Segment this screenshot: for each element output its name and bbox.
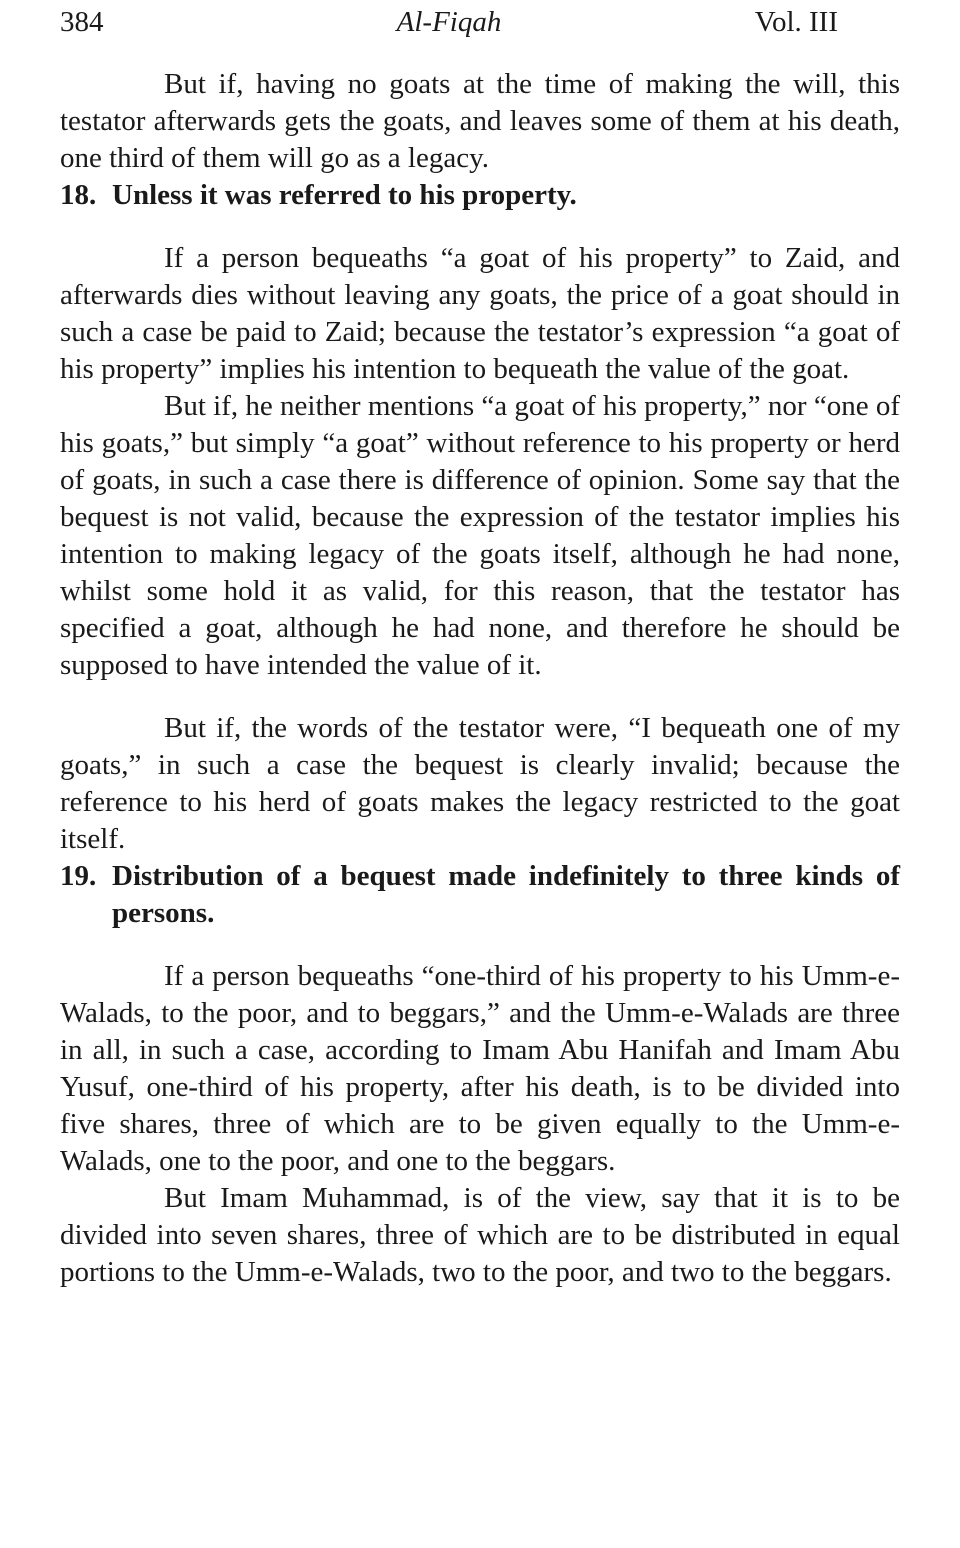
paragraph: But if, he neither mentions “a goat of his property,” nor “one of his goats,” but simply “a goat” without reference to his property or herd of goats, in such a case there is difference of opinion. Some say that the bequest is not valid, because the expression of the testator implies his intention to making legacy of the goats itself, although he had none, whilst some hold it as valid, for this reason, that the testator has specified a goat, although he had none, and therefore he should be supposed to have intended the value of it. — [60, 390, 900, 681]
section-title: Distribution of a bequest made indefinitely to three kinds of persons. — [112, 860, 900, 929]
section-number: 19. — [60, 860, 97, 892]
section-number: 18. — [60, 179, 97, 211]
paragraph: If a person bequeaths “one-third of his property to his Umm-e-Walads, to the poor, and to beggars,” and the Umm-e-Walads are three in all, in such a case, according to Imam Abu Hanifah and Imam Abu Yusuf, one-third of his property, after his death, is to be divided into five shares, three of which are to be given equally to the Umm-e-Walads, one to the poor, and one to the beggars. — [60, 960, 900, 1177]
page-number: 384 — [60, 6, 104, 38]
paragraph: But if, the words of the testator were, “I bequeath one of my goats,” in such a case the bequest is clearly invalid; because the reference to his herd of goats makes the legacy restricted to the goat itself. — [60, 712, 900, 855]
page-body — [60, 66, 900, 1291]
section-title: Unless it was referred to his property. — [112, 179, 577, 211]
running-header — [60, 4, 838, 40]
volume-label: Vol. III — [754, 6, 838, 38]
paragraph: If a person bequeaths “a goat of his property” to Zaid, and afterwards dies without leaving any goats, the price of a goat should in such a case be paid to Zaid; because the testator’s expression “a goat of his property” implies his intention to bequeath the value of the goat. — [60, 242, 900, 385]
section-heading-18 — [60, 177, 900, 214]
paragraph: But if, having no goats at the time of making the will, this testator afterwards gets the goats, and leaves some of them at his death, one third of them will go as a legacy. — [60, 68, 900, 174]
section-heading-19 — [60, 858, 900, 932]
book-title: Al-Fiqah — [396, 6, 502, 38]
paragraph: But Imam Muhammad, is of the view, say that it is to be divided into seven shares, three of which are to be distributed in equal portions to the Umm-e-Walads, two to the poor, and two to the beggars. — [60, 1182, 900, 1288]
